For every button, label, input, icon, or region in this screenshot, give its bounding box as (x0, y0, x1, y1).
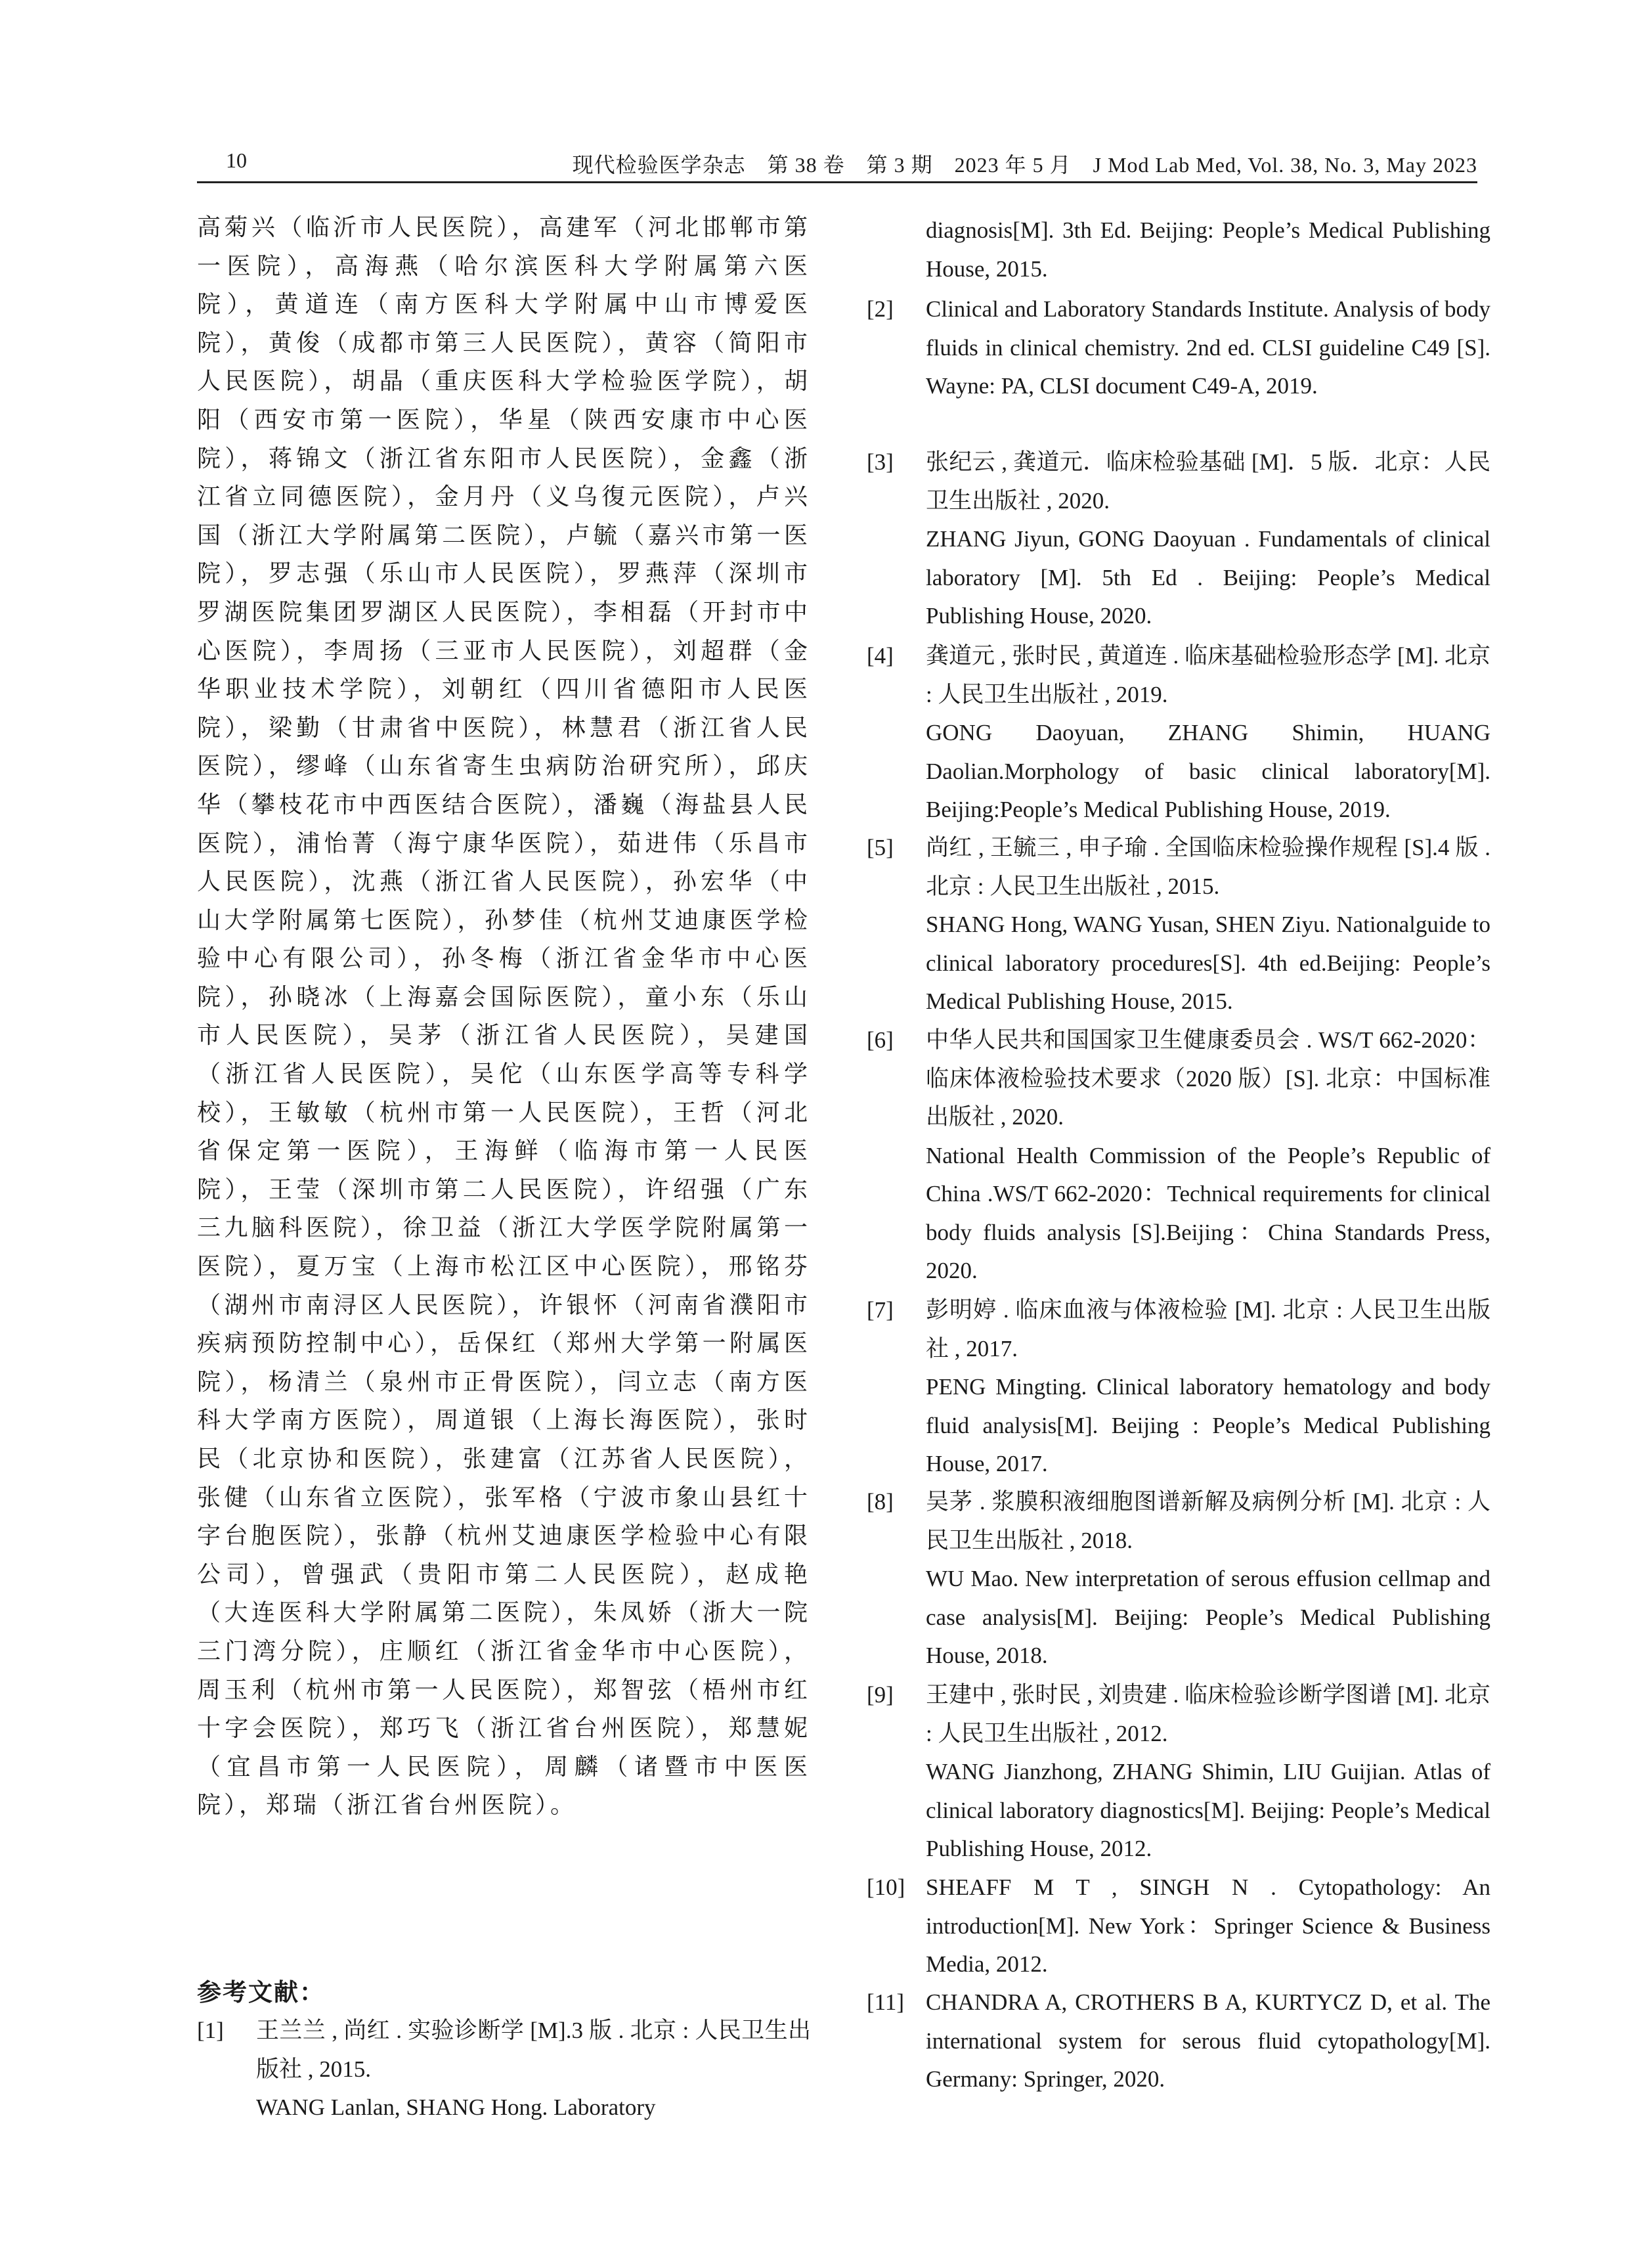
reference-chinese: 王建中 , 张时民 , 刘贵建 . 临床检验诊断学图谱 [M]. 北京 : 人民卫生出版社 , 2012. (926, 1682, 1490, 1746)
reference-chinese: 龚道元 , 张时民 , 黄道连 . 临床基础检验形态学 [M]. 北京 : 人民卫生出版社 , 2019. (926, 643, 1490, 707)
reference-item (867, 1021, 1490, 1291)
reference-english: GONG Daoyuan, ZHANG Shimin, HUANG Daolian.Morphology of basic clinical laboratory[M]. Beijing:People’s Medical Publishing House, 2019. (926, 720, 1490, 822)
reference-item (867, 443, 1490, 636)
reference-chinese: 中华人民共和国国家卫生健康委员会 . WS/T 662-2020：临床体液检验技术要求（2020 版）[S]. 北京：中国标准出版社 , 2020. (926, 1027, 1490, 1130)
reference-number: [4] (867, 643, 894, 669)
reference-text (926, 211, 1490, 288)
reference-number: [2] (867, 296, 894, 322)
reference-number: [10] (867, 1874, 905, 1900)
reference-text (926, 290, 1490, 406)
reference-text (926, 1869, 1490, 1984)
reference-number: [5] (867, 835, 894, 860)
reference-item (867, 1983, 1490, 2099)
reference-english: WU Mao. New interpretation of serous effusion cellmap and case analysis[M]. Beijing: People’s Medical Publishing House, 2018. (926, 1566, 1490, 1668)
reference-english-continued: diagnosis[M]. 3th Ed. Beijing: People’s Medical Publishing House, 2015. (926, 217, 1490, 282)
reference-text (926, 1483, 1490, 1675)
reference-english: CHANDRA A, CROTHERS B A, KURTYCZ D, et al. The international system for serous fluid cytopathology[M]. Germany: Springer, 2020. (926, 1989, 1490, 2092)
reference-english: WANG Jianzhong, ZHANG Shimin, LIU Guijian. Atlas of clinical laboratory diagnostics[M]. Beijing: People’s Medical Publishing House, 2012. (926, 1759, 1490, 1861)
reference-number: [11] (867, 1989, 905, 2015)
reference-english: PENG Mingting. Clinical laboratory hematology and body fluid analysis[M]. Beijing : People’s Medical Publishing House, 2017. (926, 1374, 1490, 1476)
reference-text (926, 829, 1490, 1021)
acknowledgement-column (197, 209, 811, 1825)
reference-english: ZHANG Jiyun, GONG Daoyuan . Fundamentals of clinical laboratory [M]. 5th Ed . Beijing: People’s Medical Publishing House, 2020. (926, 526, 1490, 629)
reference-chinese: 吴茅 . 浆膜积液细胞图谱新解及病例分析 [M]. 北京 : 人民卫生出版社 , 2018. (926, 1489, 1490, 1553)
reference-number: [7] (867, 1297, 894, 1323)
journal-title: 现代检验医学杂志 第 38 卷 第 3 期 2023 年 5 月 J Mod Lab Med, Vol. 38, No. 3, May 2023 (572, 153, 1477, 177)
reference-chinese: 尚红 , 王毓三 , 申子瑜 . 全国临床检验操作规程 [S].4 版 . 北京 : 人民卫生出版社 , 2015. (926, 835, 1490, 899)
reference-item (867, 1483, 1490, 1675)
reference-number: [1] (197, 2018, 224, 2043)
reference-item (867, 1676, 1490, 1869)
reference-item (197, 2012, 811, 2127)
reference-chinese: 王兰兰 , 尚红 . 实验诊断学 [M].3 版 . 北京 : 人民卫生出版社 , 2015. (256, 2018, 811, 2082)
reference-text (926, 1983, 1490, 2099)
page-number: 10 (226, 148, 247, 172)
reference-number: [3] (867, 449, 894, 475)
reference-number: [9] (867, 1682, 894, 1708)
reference-english: SHEAFF M T , SINGH N . Cytopathology: An introduction[M]. New York：Springer Science & Business Media, 2012. (926, 1874, 1490, 1977)
reference-item-continued (867, 211, 1490, 288)
reference-item (867, 829, 1490, 1021)
reference-item (867, 290, 1490, 406)
reference-number: [8] (867, 1489, 894, 1515)
reference-text (926, 443, 1490, 636)
reference-item (867, 1869, 1490, 1984)
running-header (197, 141, 1477, 181)
reference-chinese: 张纪云 , 龚道元．临床检验基础 [M]．5 版．北京：人民卫生出版社 , 2020. (926, 449, 1490, 514)
reference-text (926, 1676, 1490, 1869)
reference-english: National Health Commission of the People’s Republic of China .WS/T 662-2020：Technical requirements for clinical body fluids analysis [S].Beijing：China Standards Press, 2020. (926, 1142, 1490, 1283)
reference-english: Clinical and Laboratory Standards Institute. Analysis of body fluids in clinical chemistry. 2nd ed. CLSI guideline C49 [S]. Wayne: PA, CLSI document C49-A, 2019. (926, 296, 1490, 399)
header-divider (197, 181, 1477, 183)
reference-text (926, 1021, 1490, 1291)
reference-text (926, 1291, 1490, 1484)
reference-item (867, 637, 1490, 830)
reference-number: [6] (867, 1027, 894, 1053)
reference-text (256, 2012, 811, 2127)
reference-english: WANG Lanlan, SHANG Hong. Laboratory (256, 2094, 656, 2120)
references-heading: 参考文献： (197, 1978, 325, 2006)
reference-english: SHANG Hong, WANG Yusan, SHEN Ziyu. Nationalguide to clinical laboratory procedures[S]. 4th ed.Beijing: People’s Medical Publishing House, 2015. (926, 912, 1490, 1014)
reference-item (867, 1291, 1490, 1484)
reference-chinese: 彭明婷 . 临床血液与体液检验 [M]. 北京 : 人民卫生出版社 , 2017. (926, 1297, 1490, 1361)
reference-text (926, 637, 1490, 830)
contributors-paragraph: 高菊兴（临沂市人民医院），高建军（河北邯郸市第一医院），高海燕（哈尔滨医科大学附属第六医院），黄道连（南方医科大学附属中山市博爱医院），黄俊（成都市第三人民医院），黄容（简阳市人民医院），胡晶（重庆医科大学检验医学院），胡阳（西安市第一医院），华星（陕西安康市中心医院），蒋锦文（浙江省东阳市人民医院），金鑫（浙江省立同德医院），金月丹（义乌復元医院），卢兴国（浙江大学附属第二医院），卢毓（嘉兴市第一医院），罗志强（乐山市人民医院），罗燕萍（深圳市罗湖医院集团罗湖区人民医院），李相磊（开封市中心医院），李周扬（三亚市人民医院），刘超群（金华职业技术学院），刘朝红（四川省德阳市人民医院），梁勤（甘肃省中医院），林慧君（浙江省人民医院），缪峰（山东省寄生虫病防治研究所），邱庆华（攀枝花市中西医结合医院），潘巍（海盐县人民医院），浦怡菁（海宁康华医院），茹进伟（乐昌市人民医院），沈燕（浙江省人民医院），孙宏华（中山大学附属第七医院），孙梦佳（杭州艾迪康医学检验中心有限公司），孙冬梅（浙江省金华市中心医院），孙晓冰（上海嘉会国际医院），童小东（乐山市人民医院），吴茅（浙江省人民医院），吴建国（浙江省人民医院），吴佗（山东医学高等专科学校），王敏敏（杭州市第一人民医院），王哲（河北省保定第一医院），王海鲜（临海市第一人民医院），王莹（深圳市第二人民医院），许绍强（广东三九脑科医院），徐卫益（浙江大学医学院附属第一医院），夏万宝（上海市松江区中心医院），邢铭芬（湖州市南浔区人民医院），许银怀（河南省濮阳市疾病预防控制中心），岳保红（郑州大学第一附属医院），杨清兰（泉州市正骨医院），闫立志（南方医科大学南方医院），周道银（上海长海医院），张时民（北京协和医院），张建富（江苏省人民医院），张健（山东省立医院），张军格（宁波市象山县红十字台胞医院），张静（杭州艾迪康医学检验中心有限公司），曾强武（贵阳市第二人民医院），赵成艳（大连医科大学附属第二医院），朱凤娇（浙大一院三门湾分院），庄顺红（浙江省金华市中心医院），周玉利（杭州市第一人民医院），郑智弦（梧州市红十字会医院），郑巧飞（浙江省台州医院），郑慧妮（宜昌市第一人民医院），周麟（诸暨市中医医院），郑瑞（浙江省台州医院）。 (197, 214, 811, 1819)
